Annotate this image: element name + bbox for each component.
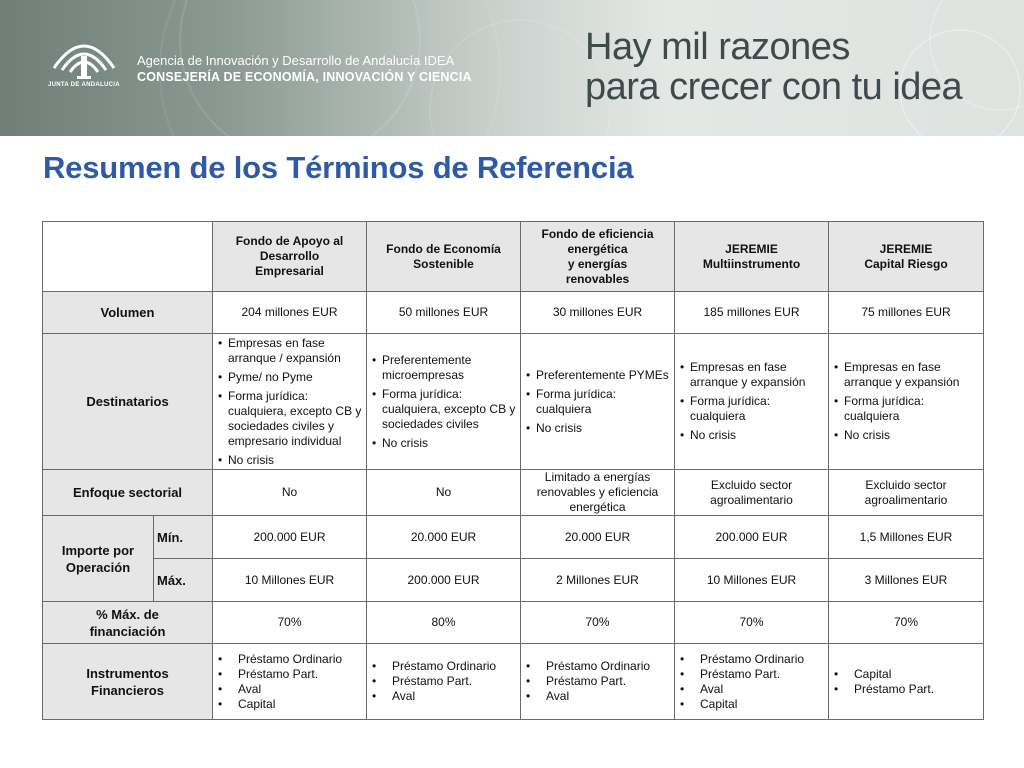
row-header: [43, 516, 154, 602]
column-header: [521, 222, 675, 292]
row-header-line: Instrumentos: [86, 665, 169, 681]
table-cell: 30 millones EUR: [521, 292, 675, 334]
bullet-list: [216, 652, 363, 712]
column-header-line: JEREMIE: [879, 241, 933, 256]
bullet-list: [678, 652, 825, 712]
list-item: • Capital: [854, 667, 980, 682]
list-item: • Préstamo Part.: [238, 667, 363, 682]
list-item: • Forma jurídica: cualquiera, excepto CB y sociedades civiles: [382, 387, 517, 432]
list-item: • No crisis: [382, 436, 517, 451]
table-cell: 185 millones EUR: [675, 292, 829, 334]
table-cell: 10 Millones EUR: [675, 559, 829, 602]
column-header-line: Desarrollo: [259, 249, 320, 263]
column-header-line: y energías: [567, 256, 628, 271]
bullet-list: [524, 659, 671, 704]
column-header-line: JEREMIE: [725, 241, 778, 256]
corner-cell: [43, 222, 213, 292]
table-cell: [367, 334, 521, 470]
list-item: • Capital: [238, 697, 363, 712]
slogan: [585, 27, 962, 107]
list-item: • No crisis: [228, 453, 363, 468]
row-header: [43, 644, 213, 720]
list-item: • Forma jurídica: cualquiera: [536, 387, 671, 417]
junta-andalucia-logo-icon: [48, 30, 120, 90]
list-item: • Preferentemente microempresas: [382, 353, 517, 383]
list-item: • Préstamo Part.: [392, 674, 517, 689]
column-header-line: Sostenible: [413, 256, 474, 271]
table-cell: [675, 644, 829, 720]
row-header-line: Importe por: [61, 542, 135, 558]
table-row-importe-max: [43, 559, 984, 602]
table-cell: 20.000 EUR: [521, 516, 675, 559]
slogan-line1: Hay mil razones: [585, 26, 850, 68]
table-cell: Excluido sector agroalimentario: [829, 470, 984, 516]
bullet-list: [370, 659, 517, 704]
table-cell: Excluido sector agroalimentario: [675, 470, 829, 516]
list-item: • Préstamo Part.: [854, 682, 980, 697]
table-row-volumen: [43, 292, 984, 334]
bullet-list: [524, 368, 671, 436]
table-cell: No: [213, 470, 367, 516]
table-cell: 204 millones EUR: [213, 292, 367, 334]
table-cell: 70%: [675, 602, 829, 644]
list-item: • Empresas en fase arranque / expansión: [228, 336, 363, 366]
table-row-instrumentos: [43, 644, 984, 720]
table-cell: 80%: [367, 602, 521, 644]
row-header: Destinatarios: [43, 334, 213, 470]
table-cell: No: [367, 470, 521, 516]
table-row-destinatarios: [43, 334, 984, 470]
table-cell: [829, 334, 984, 470]
table-cell: [521, 334, 675, 470]
header-banner: [0, 0, 1024, 136]
table-cell: 75 millones EUR: [829, 292, 984, 334]
list-item: • No crisis: [536, 421, 671, 436]
table-cell: [367, 644, 521, 720]
table-cell: 70%: [521, 602, 675, 644]
table-cell: 70%: [213, 602, 367, 644]
column-header: [367, 222, 521, 292]
list-item: • No crisis: [690, 428, 825, 443]
bullet-list: [370, 353, 517, 451]
table-row-enfoque: [43, 470, 984, 516]
row-header-line: Financieros: [91, 682, 164, 698]
list-item: • Forma jurídica: cualquiera: [844, 394, 980, 424]
column-header-line: renovables: [565, 271, 630, 286]
column-header-line: Fondo de Apoyo al: [235, 234, 344, 248]
sub-row-header: Máx.: [154, 559, 213, 602]
row-header: Enfoque sectorial: [43, 470, 213, 516]
table-cell: 10 Millones EUR: [213, 559, 367, 602]
table-cell: 50 millones EUR: [367, 292, 521, 334]
row-header-line: % Máx. de: [96, 606, 159, 622]
list-item: • Préstamo Part.: [546, 674, 671, 689]
column-header: [213, 222, 367, 292]
list-item: • Aval: [392, 689, 517, 704]
bullet-list: [678, 360, 825, 443]
list-item: • Préstamo Ordinario: [392, 659, 517, 674]
list-item: • Aval: [700, 682, 825, 697]
page-title: Resumen de los Términos de Referencia: [43, 150, 634, 185]
list-item: • Empresas en fase arranque y expansión: [690, 360, 825, 390]
bullet-list: [216, 336, 363, 468]
row-header-line: financiación: [89, 623, 166, 639]
column-header-line: Fondo de Economía: [386, 241, 501, 256]
column-header: [675, 222, 829, 292]
column-header-line: Multiinstrumento: [702, 256, 801, 271]
agency-line2: CONSEJERÍA DE ECONOMÍA, INNOVACIÓN Y CIENCIA: [137, 70, 472, 84]
list-item: • Préstamo Ordinario: [238, 652, 363, 667]
table-cell: 2 Millones EUR: [521, 559, 675, 602]
table-cell: [521, 644, 675, 720]
table-cell: 20.000 EUR: [367, 516, 521, 559]
list-item: • Préstamo Ordinario: [700, 652, 825, 667]
list-item: • Empresas en fase arranque y expansión: [844, 360, 980, 390]
list-item: • No crisis: [844, 428, 980, 443]
table-cell: 70%: [829, 602, 984, 644]
column-header-line: Empresarial: [255, 264, 324, 278]
bullet-list: [832, 667, 980, 697]
logo-caption: JUNTA DE ANDALUCIA: [48, 82, 120, 88]
list-item: • Préstamo Part.: [700, 667, 825, 682]
list-item: • Pyme/ no Pyme: [228, 370, 363, 385]
list-item: • Aval: [238, 682, 363, 697]
list-item: • Preferentemente PYMEs: [536, 368, 671, 383]
agency-line1: Agencia de Innovación y Desarrollo de Andalucía IDEA: [137, 53, 455, 68]
table-cell: [213, 644, 367, 720]
table-cell: Limitado a energías renovables y eficiencia energética: [521, 470, 675, 516]
agency-name: [137, 52, 472, 86]
table-row-financiacion: [43, 602, 984, 644]
table-cell: 1,5 Millones EUR: [829, 516, 984, 559]
table-cell: 200.000 EUR: [367, 559, 521, 602]
table-cell: [675, 334, 829, 470]
column-header-line: Capital Riesgo: [864, 256, 948, 271]
terms-table: [42, 221, 984, 720]
list-item: • Capital: [700, 697, 825, 712]
row-header-line: Operación: [65, 559, 131, 575]
table-cell: 3 Millones EUR: [829, 559, 984, 602]
list-item: • Préstamo Ordinario: [546, 659, 671, 674]
row-header: Volumen: [43, 292, 213, 334]
table-cell: 200.000 EUR: [675, 516, 829, 559]
sub-row-header: Mín.: [154, 516, 213, 559]
row-header: [43, 602, 213, 644]
table-cell: [213, 334, 367, 470]
table-cell: 200.000 EUR: [213, 516, 367, 559]
table-row-importe-min: [43, 516, 984, 559]
column-header-line: Fondo de eficiencia: [541, 226, 654, 241]
table-cell: [829, 644, 984, 720]
column-header: [829, 222, 984, 292]
column-header-line: energética: [567, 241, 628, 256]
bullet-list: [832, 360, 980, 443]
list-item: • Forma jurídica: cualquiera, excepto CB y sociedades civiles y empresario individual: [228, 389, 363, 449]
table-header-row: [43, 222, 984, 292]
slogan-line2: para crecer con tu idea: [585, 66, 963, 108]
list-item: • Aval: [546, 689, 671, 704]
list-item: • Forma jurídica: cualquiera: [690, 394, 825, 424]
